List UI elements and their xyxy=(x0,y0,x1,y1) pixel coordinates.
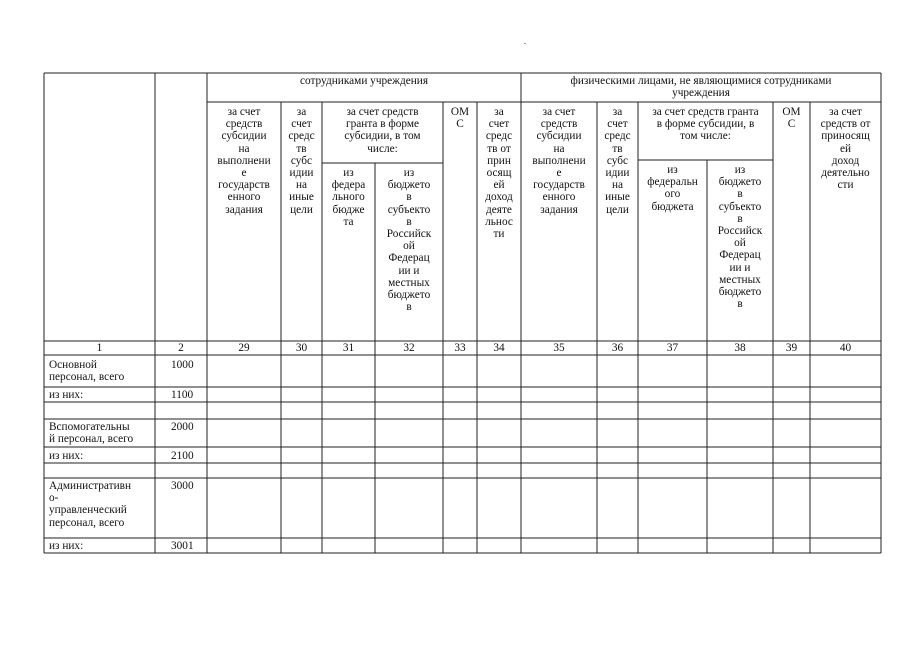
col-number: 30 xyxy=(295,342,308,354)
header-col-37: из федеральн ого бюджета xyxy=(647,164,698,213)
row-label-support-staff: Вспомогательны й персонал, всего xyxy=(49,421,134,446)
col-number: 29 xyxy=(238,342,250,354)
row-code-main-staff: 1000 xyxy=(171,359,194,371)
header-col-38: из бюджето в субъекто в Российск ой Федерац ии и местных бюджето в xyxy=(717,164,763,311)
col-number: 40 xyxy=(839,342,852,354)
col-number: 2 xyxy=(178,342,184,354)
row-code-main-staff-of-which: 1100 xyxy=(171,389,194,401)
scan-speck xyxy=(524,43,526,44)
col-number: 39 xyxy=(785,342,798,354)
header-col-40: за счет средств от приносящ ей доход деятельно сти xyxy=(820,106,871,192)
header-col-30: за счет средс тв субс идии на иные цели xyxy=(288,106,315,216)
header-col-33: ОМ С xyxy=(450,106,470,131)
col-number: 37 xyxy=(666,342,679,354)
header-col-31: из федера льного бюдже та xyxy=(331,167,366,228)
col-number: 38 xyxy=(734,342,746,354)
header-col-39: ОМ С xyxy=(782,106,801,131)
header-grant-staff: за счет средств гранта в форме субсидии, в том числе: xyxy=(344,106,421,155)
header-col-36: за счет средс тв субс идии на иные цели xyxy=(604,106,631,216)
header-col-34: за счет средс тв от прин осящ ей доход деяте льнос ти xyxy=(485,106,513,241)
col-number: 32 xyxy=(403,342,415,354)
header-col-32: из бюджето в субъекто в Российск ой Федерац ии и местных бюджето в xyxy=(386,167,432,314)
col-number: 36 xyxy=(611,342,624,354)
header-col-35: за счет средств субсидии на выполнени е государств енного задания xyxy=(532,106,586,216)
row-code-support-staff-of-which: 2100 xyxy=(171,450,194,462)
row-label-admin-staff-of-which: из них: xyxy=(49,540,84,552)
group-header-individuals: физическими лицами, не являющимися сотрудниками учреждения xyxy=(570,75,832,100)
row-code-support-staff: 2000 xyxy=(171,421,194,433)
col-number: 35 xyxy=(553,342,565,354)
row-label-main-staff: Основной персонал, всего xyxy=(49,359,125,384)
col-number: 31 xyxy=(342,342,355,354)
col-number: 1 xyxy=(96,342,103,354)
header-col-29: за счет средств субсидии на выполнени е государств енного задания xyxy=(217,106,271,216)
row-code-admin-staff: 3000 xyxy=(171,480,194,492)
col-number: 34 xyxy=(493,342,505,354)
row-label-main-staff-of-which: из них: xyxy=(49,389,84,401)
col-number: 33 xyxy=(454,342,466,354)
group-header-staff: сотрудниками учреждения xyxy=(299,75,429,87)
row-label-support-staff-of-which: из них: xyxy=(49,450,84,462)
row-code-admin-staff-of-which: 3001 xyxy=(171,540,194,552)
header-grant-individuals: за счет средств гранта в форме субсидии, в том числе: xyxy=(652,106,759,143)
row-label-admin-staff: Административн о- управленческий персонал, всего xyxy=(49,480,132,529)
